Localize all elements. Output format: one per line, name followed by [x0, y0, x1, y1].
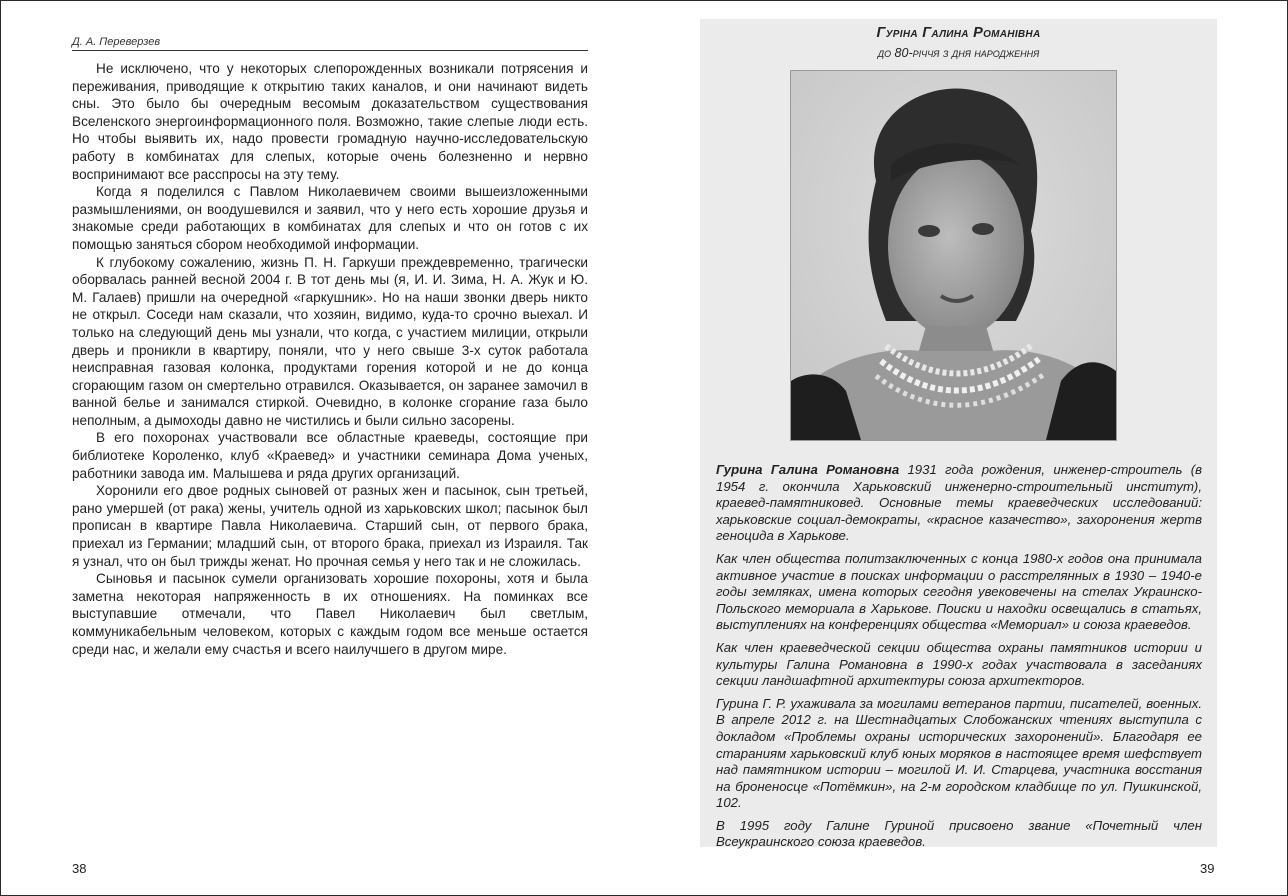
bio-paragraph: Как член краеведческой секции общества охраны памятников истории и культуры Галина Романовна в 1990-х годах участвовала в заседаниях секции ландшафтной архитектуры союза архитекторов.	[716, 639, 1202, 689]
bio-name: Гурина Галина Романовна	[716, 462, 900, 477]
page-number-left: 38	[72, 861, 87, 876]
panel-title: Гуріна Галина Романівна	[876, 25, 1041, 41]
bio-paragraph: Гурина Г. Р. ухаживала за могилами ветеранов партии, писателей, военных. В апреле 2012 г. на Шестнадцатых Слобожанских чтениях выступила с докладом «Проблемы охраны исторических захоронений». Благодаря ее стараниям харьковский клуб юных моряков в настоящее время шефствует над памятником истории – могилой И. И. Старцева, участника восстания на броненосце «Потёмкин», на 2-м городском кладбище по ул. Пушкинской, 102.	[716, 695, 1202, 811]
bio-first-text: 1931 года рождения, инженер-строитель (в 1954 г. окончила Харьковский инженерно-строительный институт), краевед-памятниковед. Основные темы краеведческих исследований: харьковские социал-демократы, «красное казачество», захоронения жертв геноцида в Харькове.	[716, 462, 1202, 544]
page-number-right: 39	[1200, 861, 1215, 876]
left-page	[72, 0, 588, 896]
biography-panel	[700, 19, 1217, 850]
paragraph: К глубокому сожалению, жизнь П. Н. Гаркуши преждевременно, трагически оборвалась ранней весной 2004 г. В тот день мы (я, И. И. Зима, Н. А. Жук и Ю. М. Галаев) пришли на очередной «гаркушник». Но на наши звонки дверь никто не открыл. Соседи нам сказали, что хозяин, видимо, куда-то срочно выехал. И только на следующий день мы узнали, что когда, с участием милиции, открыли дверь и проникли в квартиру, поняли, что у него свыше 3-х суток работала неисправная газовая колонка, продуктами горения которой и не до конца сгорающим газом он смертельно отравился. Оказывается, он заранее замочил в ванной белье и занимался стиркой. Очевидно, в колонке сгорание газа было неполным, а дымоходы давно не чистились и были сильно засорены.	[72, 254, 588, 428]
portrait-photo	[790, 70, 1117, 441]
paragraph: В его похоронах участвовали все областные краеведы, состоящие при библиотеке Короленко, клуб «Краевед» и участники семинара Дома ученых, работники завода им. Малышева и ряда других организаций.	[72, 430, 588, 481]
paragraph: Хоронили его двое родных сыновей от разных жен и пасынок, сын третьей, рано умершей (от рака) жены, учитель одной из харьковских школ; пасынок был прописан в квартире Павла Николаевича. Старший сын, от первого брака, приехал из Германии; младший сын, от второго брака, приехал из Израиля. Так я узнал, что он был трижды женат. Но прочная семья у него так и не сложилась.	[72, 483, 588, 569]
left-eye	[918, 225, 940, 237]
bio-paragraph	[716, 462, 1202, 545]
paragraph: Когда я поделился с Павлом Николаевичем своими вышеизложенными размышлениями, он воодушевился и заявил, что у него есть хорошие друзья и знакомые среди работающих в комбинатах для слепых и что он готов с их помощью заняться сбором необходимой информации.	[72, 184, 588, 252]
paragraph: Не исключено, что у некоторых слепорожденных возникали потрясения и переживания, приводящие к открытию таких каналов, и они начинают видеть сны. Это было бы очередным весомым доказательством существования Вселенского энергоинформационного поля. Возможно, такие слепые люди есть. Но чтобы выявить их, надо провести громадную научно-исследовательскую работу в комбинатах для слепых, которые очень болезненно и нервно воспринимают все расспросы на эту тему.	[72, 61, 588, 182]
right-eye	[972, 223, 994, 235]
bio-paragraph: Как член общества политзаключенных с конца 1980-х годов она принимала активное участие в поисках информации о расстрелянных в 1930 – 1940-е годы земляках, имена которых сегодня увековечены на стелах Украинско-Польского мемориала в Харькове. Поиски и находки освещались в статьях, выступлениях на конференциях общества «Мемориал» и союза краеведов.	[716, 550, 1202, 633]
face	[888, 154, 1024, 338]
running-head: Д. А. Переверзев	[72, 36, 588, 51]
biography-text	[716, 462, 1202, 857]
panel-subtitle: до 80-річчя з дня народження	[877, 46, 1040, 60]
portrait-illustration	[791, 71, 1116, 440]
paragraph: Сыновья и пасынок сумели организовать хорошие похороны, хотя и была заметна некоторая напряженность в их отношениях. На поминках все выступавшие отмечали, что Павел Николаевич был светлым, коммуникабельным человеком, которых с каждым годом все меньше остается среди нас, и желали ему счастья и всего наилучшего в другом мире.	[72, 571, 588, 657]
left-body-text	[72, 60, 588, 658]
bio-paragraph: В 1995 году Галине Гуриной присвоено звание «Почетный член Всеукраинского союза краеведов.	[716, 817, 1202, 850]
